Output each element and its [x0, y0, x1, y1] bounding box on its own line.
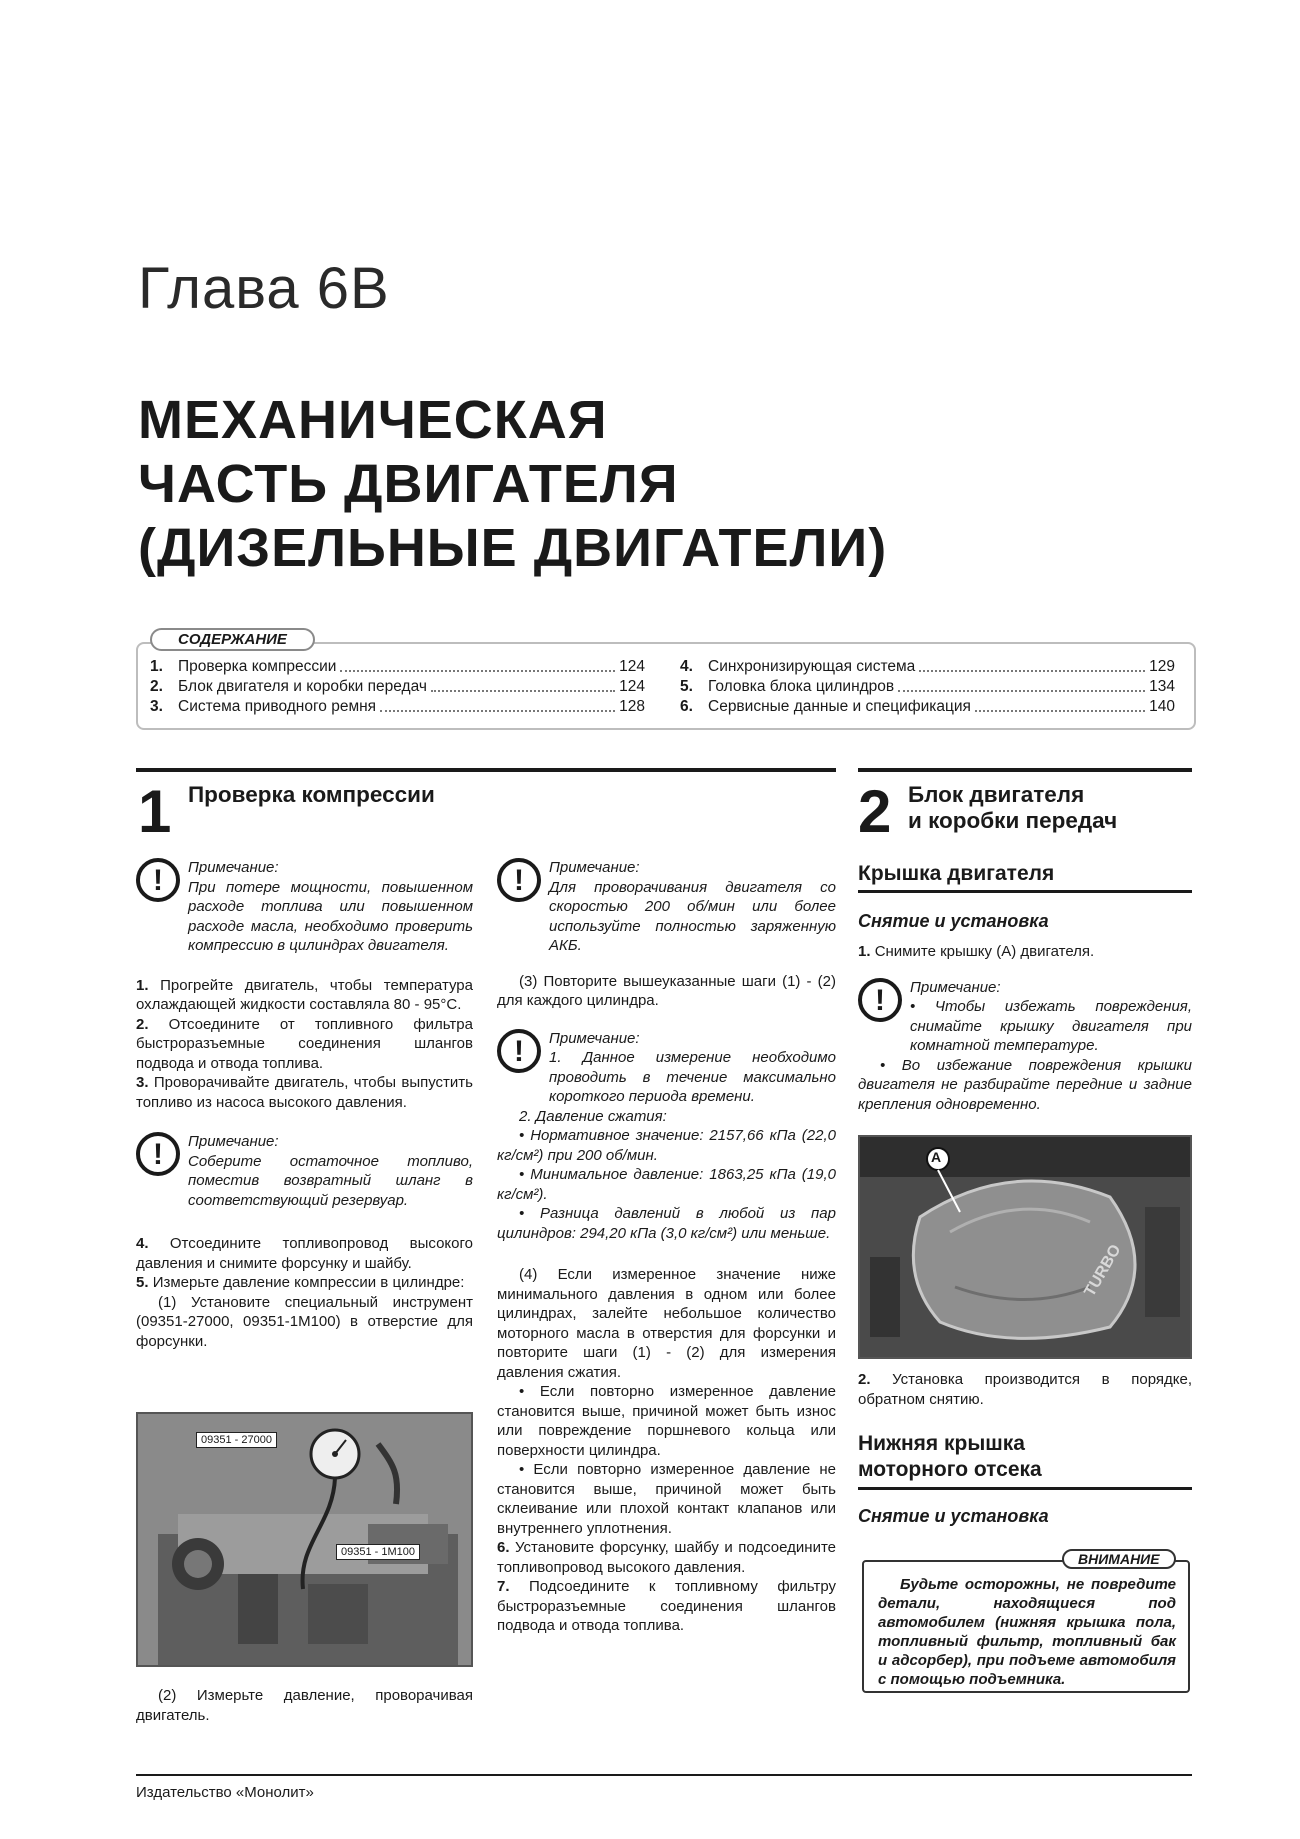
note-text: Соберите остаточное топливо, поместив возвратный шланг в соответствующий резервуар. [188, 1152, 473, 1209]
step [136, 1015, 473, 1074]
substep: (1) Установите специальный инструмент (09351-27000, 09351-1М100) в отверстие для форсунки. [136, 1293, 473, 1350]
chapter-title [138, 388, 1038, 580]
column-1 [136, 858, 473, 1351]
step-number: 1. [136, 976, 149, 994]
step [858, 1370, 1192, 1409]
substep: (2) Измерьте давление, проворачивая двигатель. [136, 1687, 473, 1724]
contents-item[interactable] [150, 697, 645, 717]
contents-item[interactable] [150, 677, 645, 697]
note-text: Для проворачивания двигателя со скоростью 200 об/мин или более используйте полностью заряженную АКБ. [549, 878, 836, 954]
contents-column-left [150, 657, 645, 717]
warning-exclamation-icon: ! [858, 978, 902, 1022]
contents-item-page: 134 [1149, 678, 1175, 695]
compression-gauge-photo [136, 1412, 473, 1667]
note-block [497, 858, 836, 956]
note-label: Примечание: [188, 1133, 279, 1150]
step-text: Измерьте давление компрессии в цилиндре: [152, 1274, 465, 1291]
step-text: Отсоедините топливопровод высокого давления и снимите форсунку и шайбу. [136, 1235, 473, 1272]
note-label: Примечание: [549, 859, 640, 876]
note-text: • Минимальное давление: 1863,25 кПа (19,0 кг/см²). [497, 1166, 836, 1203]
step-number: 1. [858, 943, 871, 960]
footer-rule [136, 1774, 1192, 1776]
chapter-title-line: ЧАСТЬ ДВИГАТЕЛЯ [138, 454, 679, 514]
contents-item[interactable] [680, 657, 1175, 677]
subsection-subheading: Снятие и установка [858, 911, 1049, 931]
step-number: 7. [497, 1578, 510, 1595]
step-text: Проворачивайте двигатель, чтобы выпустить топливо из насоса высокого давления. [136, 1074, 473, 1111]
contents-item-number: 3. [150, 698, 163, 715]
column-1-bottom [136, 1686, 473, 1725]
contents-item[interactable] [680, 697, 1175, 717]
column-3-bottom [858, 1370, 1192, 1527]
warning-text: Будьте осторожны, не повредите детали, находящиеся под автомобилем (нижняя крышка пола, топливный фильтр, топливный бак и адсорбер), при подъеме автомобиля с помощью подъемника. [878, 1576, 1176, 1688]
subsection-heading-line: моторного отсека [858, 1458, 1042, 1481]
subsection-subheading: Снятие и установка [858, 1506, 1049, 1526]
chapter-label: Глава 6В [138, 256, 390, 321]
warning-exclamation-icon: ! [497, 858, 541, 902]
warning-exclamation-icon: ! [497, 1029, 541, 1073]
step-number: 5. [136, 1274, 149, 1291]
column-2 [497, 858, 836, 1636]
step-text: Установите форсунку, шайбу и подсоедините топливопровод высокого давления. [497, 1539, 837, 1576]
contents-item-label: Проверка компрессии [178, 658, 337, 675]
note-label: Примечание: [188, 859, 279, 876]
step-number: 4. [136, 1235, 149, 1252]
warning-label: ВНИМАНИЕ [1062, 1549, 1176, 1569]
section-2-title-line: Блок двигателя [908, 782, 1085, 807]
note-text: При потере мощности, повышенном расходе топлива или повышенном расходе масла, необходимо проверить компрессию в цилиндрах двигателя. [188, 878, 473, 954]
contents-item-label: Синхронизирующая система [708, 658, 916, 675]
section-2-title [908, 782, 1117, 834]
step-text: Отсоедините от топливного фильтра быстроразъемные соединения шлангов подвода и отвода топлива. [136, 1015, 473, 1072]
step [136, 1234, 473, 1273]
leader-dots [975, 697, 1145, 712]
step-text: Снимите крышку (А) двигателя. [874, 943, 1095, 960]
column-3 [858, 862, 1192, 1114]
contents-item-page: 124 [619, 678, 645, 695]
contents-item-label: Головка блока цилиндров [708, 678, 895, 695]
section-2-number: 2 [858, 778, 892, 845]
note-text: • Чтобы избежать повреждения, снимайте крышку двигателя при комнатной температуре. [910, 998, 1192, 1054]
contents-item-page: 129 [1149, 658, 1175, 675]
substep: (4) Если измеренное значение ниже минимального давления в одном или более цилиндрах, залейте небольшое количество моторного масла в отверстия для форсунки и повторите шаги (1) - (2) для измерения давления сжатия. [497, 1266, 836, 1381]
substep: (3) Повторите вышеуказанные шаги (1) - (2) для каждого цилиндра. [497, 972, 836, 1009]
contents-column-right [680, 657, 1175, 717]
contents-item-number: 6. [680, 698, 693, 715]
note-text: • Разница давлений в любой из пар цилиндров: 294,20 кПа (3,0 кг/см²) или меньше. [497, 1205, 836, 1242]
contents-item-label: Система приводного ремня [178, 698, 377, 715]
step [858, 942, 1192, 962]
section-1-title: Проверка компрессии [188, 782, 435, 807]
engine-gauge-illustration [138, 1414, 471, 1665]
note-block [136, 1132, 473, 1210]
contents-item-number: 5. [680, 678, 693, 695]
contents-item-page: 128 [619, 698, 645, 715]
note-label: Примечание: [549, 1029, 640, 1047]
chapter-title-line: (ДИЗЕЛЬНЫЕ ДВИГАТЕЛИ) [138, 518, 888, 578]
step [136, 976, 473, 1015]
step [136, 1073, 473, 1112]
subsection-heading: Крышка двигателя [858, 862, 1055, 885]
note-text: 1. Данное измерение необходимо проводить в течение максимально короткого периода времени. [549, 1049, 836, 1105]
tool-callout: 09351 - 1M100 [336, 1544, 420, 1560]
contents-item-number: 1. [150, 658, 163, 675]
leader-dots [919, 657, 1145, 672]
note-text: 2. Давление сжатия: [519, 1107, 667, 1125]
leader-dots [340, 657, 615, 672]
note-label: Примечание: [910, 978, 1001, 996]
step-number: 2. [136, 1015, 149, 1033]
contents-item-label: Блок двигателя и коробки передач [178, 678, 427, 695]
step-number: 2. [858, 1371, 871, 1388]
cover-logo-text: TURBO [1081, 1241, 1125, 1300]
note-block [136, 858, 473, 956]
subsection-rule [858, 890, 1192, 893]
bullet: • Если повторно измеренное давление не становится выше, причиной может быть склеивание или плохой контакт клапанов или внутреннего уплотнения. [497, 1461, 836, 1537]
note-block [497, 1029, 836, 1107]
section-1-rule [136, 768, 836, 772]
step-text: Прогрейте двигатель, чтобы температура охлаждающей жидкости составляла 80 - 95°С. [136, 976, 473, 1013]
leader-dots [431, 677, 615, 692]
step [497, 1577, 836, 1636]
contents-item-page: 140 [1149, 698, 1175, 715]
contents-item-label: Сервисные данные и спецификация [708, 698, 971, 715]
callout-letter: A [931, 1149, 942, 1165]
note-block [858, 978, 1192, 1056]
step-text: Установка производится в порядке, обратном снятию. [858, 1371, 1192, 1408]
contents-item-page: 124 [619, 658, 645, 675]
subsection-heading-line: Нижняя крышка [858, 1432, 1025, 1455]
contents-item[interactable] [150, 657, 645, 677]
section-1-number: 1 [138, 778, 172, 845]
subsection-heading [858, 1431, 1192, 1483]
leader-dots [898, 677, 1145, 692]
step [136, 1273, 473, 1293]
contents-item-number: 4. [680, 658, 693, 675]
section-2-rule [858, 768, 1192, 772]
leader-dots [380, 697, 615, 712]
chapter-title-line: МЕХАНИЧЕСКАЯ [138, 390, 608, 450]
subsection-rule [858, 1487, 1192, 1490]
contents-heading: СОДЕРЖАНИЕ [150, 628, 315, 651]
contents-item-number: 2. [150, 678, 163, 695]
note-text: • Нормативное значение: 2157,66 кПа (22,0 кг/см²) при 200 об/мин. [497, 1127, 836, 1164]
contents-item[interactable] [680, 677, 1175, 697]
engine-cover-illustration [860, 1137, 1190, 1357]
step-number: 3. [136, 1074, 149, 1091]
engine-cover-photo [858, 1135, 1192, 1359]
warning-exclamation-icon: ! [136, 858, 180, 902]
warning-exclamation-icon: ! [136, 1132, 180, 1176]
step-text: Подсоедините к топливному фильтру быстроразъемные соединения шлангов подвода и отвода топлива. [497, 1578, 836, 1634]
step [497, 1538, 836, 1577]
step-number: 6. [497, 1539, 510, 1556]
note-text: • Во избежание повреждения крышки двигателя не разбирайте передние и задние крепления одновременно. [858, 1056, 1192, 1113]
publisher-footer: Издательство «Монолит» [136, 1784, 314, 1801]
bullet: • Если повторно измеренное давление становится выше, причиной может быть износ или повреждение поршневого кольца или поверхности цилиндра. [497, 1383, 836, 1459]
tool-callout: 09351 - 27000 [196, 1432, 277, 1448]
section-2-title-line: и коробки передач [908, 808, 1118, 833]
